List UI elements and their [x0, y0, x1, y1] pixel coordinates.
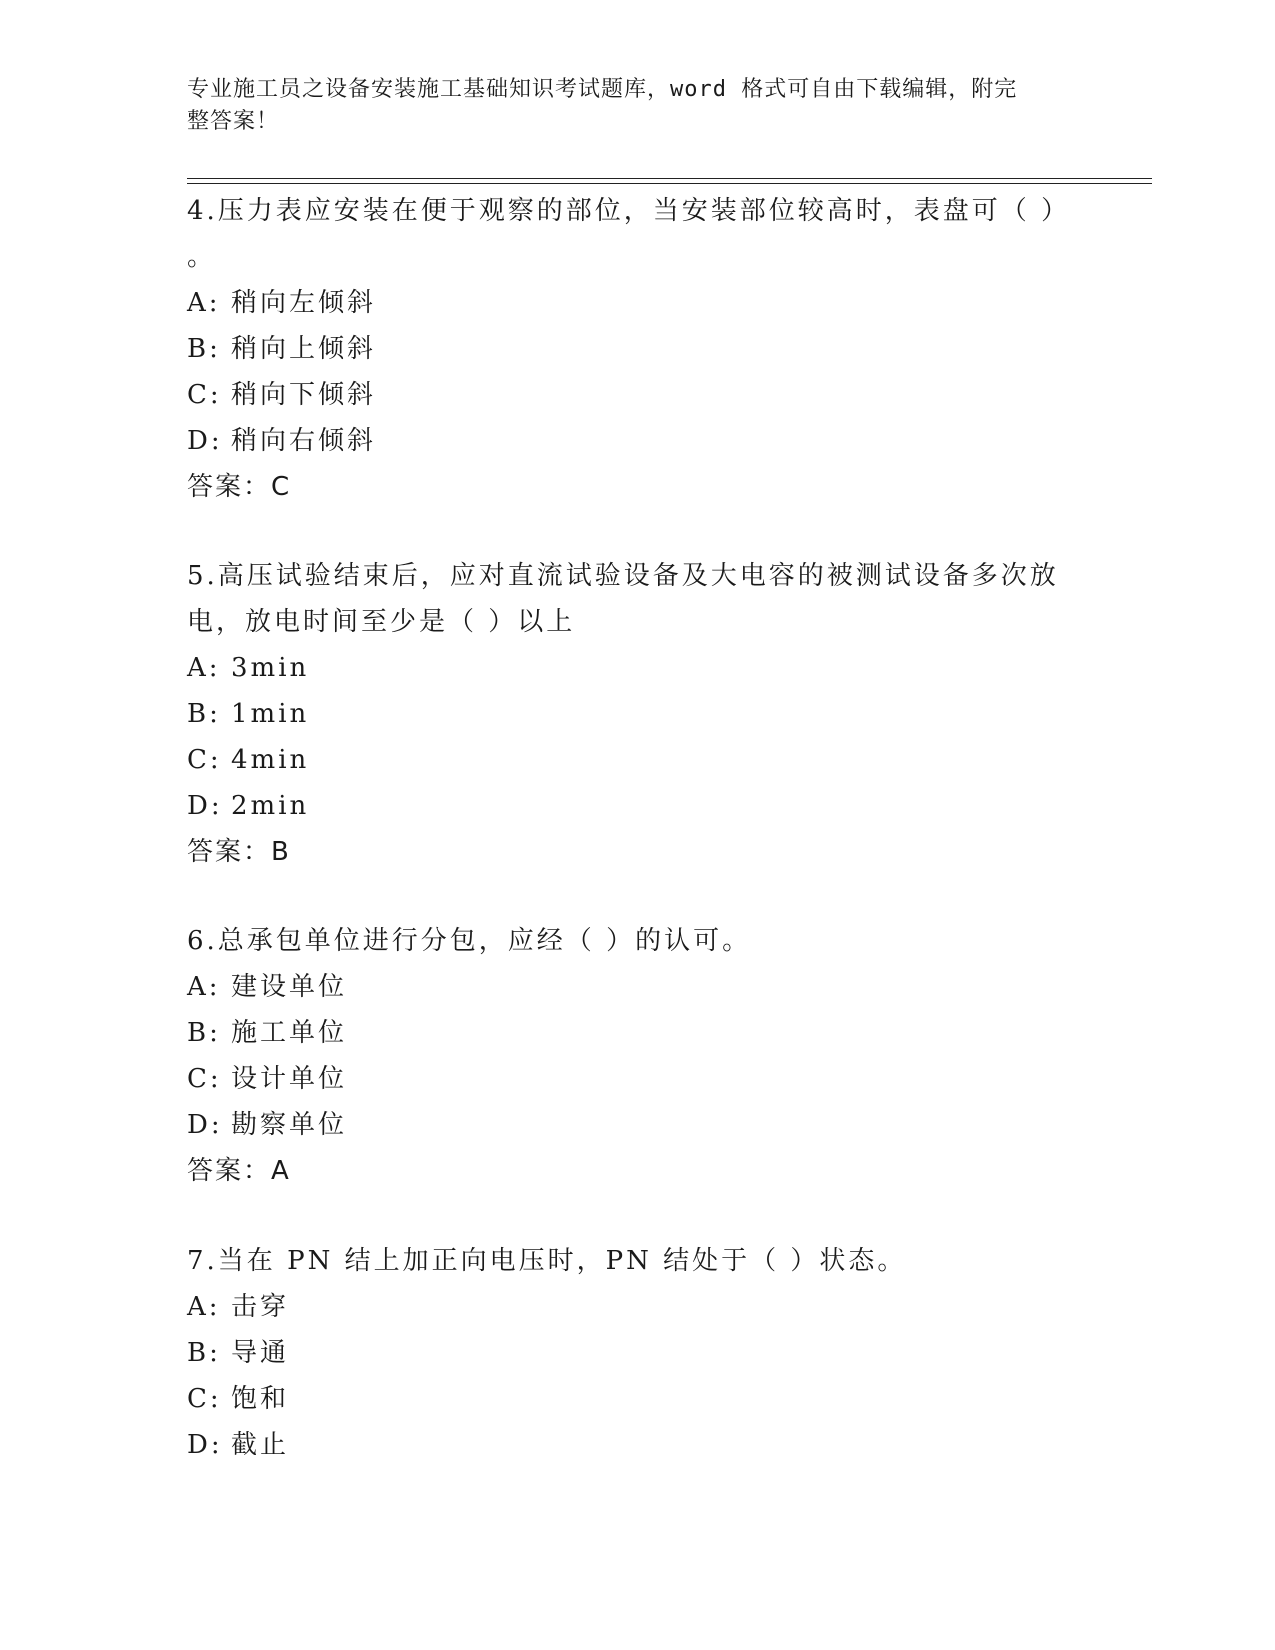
answer-line: 答案：B	[187, 837, 291, 867]
option-text: 稍向上倾斜	[231, 334, 377, 364]
option-c	[187, 1376, 1087, 1422]
option-text: 1min	[231, 699, 310, 729]
option-text: 截止	[231, 1430, 290, 1460]
option-text: 2min	[231, 791, 310, 821]
option-key: C:	[187, 380, 222, 410]
option-d	[187, 418, 1087, 464]
option-d	[187, 1422, 1087, 1468]
option-text: 设计单位	[231, 1064, 348, 1094]
option-key: A:	[187, 653, 221, 683]
option-b	[187, 1330, 1087, 1376]
option-a	[187, 964, 1087, 1010]
header-line-1: 专业施工员之设备安装施工基础知识考试题库，word 格式可自由下载编辑，附完	[187, 77, 1018, 102]
option-key: D:	[187, 791, 223, 821]
question-4	[187, 188, 1087, 510]
option-a	[187, 1284, 1087, 1330]
document-header	[187, 74, 1067, 138]
option-key: B:	[187, 334, 221, 364]
option-text: 勘察单位	[231, 1110, 348, 1140]
option-text: 稍向右倾斜	[231, 426, 377, 456]
option-text: 3min	[231, 653, 310, 683]
option-d	[187, 783, 1087, 829]
option-text: 导通	[231, 1338, 290, 1368]
question-7	[187, 1238, 1087, 1468]
option-b	[187, 691, 1087, 737]
option-key: C:	[187, 1384, 222, 1414]
header-divider-top	[187, 178, 1152, 179]
option-text: 稍向下倾斜	[231, 380, 377, 410]
question-stem-line: 7.当在 PN 结上加正向电压时，PN 结处于（ ）状态。	[187, 1246, 907, 1276]
option-key: D:	[187, 1110, 223, 1140]
question-stem-line: 4.压力表应安装在便于观察的部位，当安装部位较高时，表盘可（ ）	[187, 196, 1071, 226]
option-a	[187, 645, 1087, 691]
question-stem-line: 电，放电时间至少是（ ）以上	[187, 607, 576, 637]
option-text: 饱和	[231, 1384, 290, 1414]
option-text: 4min	[231, 745, 310, 775]
option-text: 施工单位	[231, 1018, 348, 1048]
option-text: 稍向左倾斜	[231, 288, 377, 318]
option-key: A:	[187, 1292, 221, 1322]
question-stem-line: 5.高压试验结束后，应对直流试验设备及大电容的被测试设备多次放	[187, 561, 1059, 591]
option-c	[187, 1056, 1087, 1102]
option-c	[187, 737, 1087, 783]
header-line-2: 整答案！	[187, 109, 280, 134]
option-key: A:	[187, 972, 221, 1002]
question-stem-line: 。	[187, 242, 217, 272]
option-b	[187, 1010, 1087, 1056]
option-key: B:	[187, 699, 221, 729]
question-5	[187, 553, 1087, 875]
answer-line: 答案：A	[187, 1156, 291, 1186]
option-key: C:	[187, 745, 222, 775]
option-text: 击穿	[231, 1292, 290, 1322]
option-key: B:	[187, 1018, 221, 1048]
option-key: C:	[187, 1064, 222, 1094]
answer-line: 答案：C	[187, 472, 292, 502]
option-key: B:	[187, 1338, 221, 1368]
option-key: D:	[187, 426, 223, 456]
option-a	[187, 280, 1087, 326]
option-text: 建设单位	[231, 972, 348, 1002]
option-key: D:	[187, 1430, 223, 1460]
question-6	[187, 918, 1087, 1194]
option-b	[187, 326, 1087, 372]
header-divider-bottom	[187, 183, 1152, 184]
option-d	[187, 1102, 1087, 1148]
question-stem-line: 6.总承包单位进行分包，应经（ ）的认可。	[187, 926, 752, 956]
option-c	[187, 372, 1087, 418]
option-key: A:	[187, 288, 221, 318]
